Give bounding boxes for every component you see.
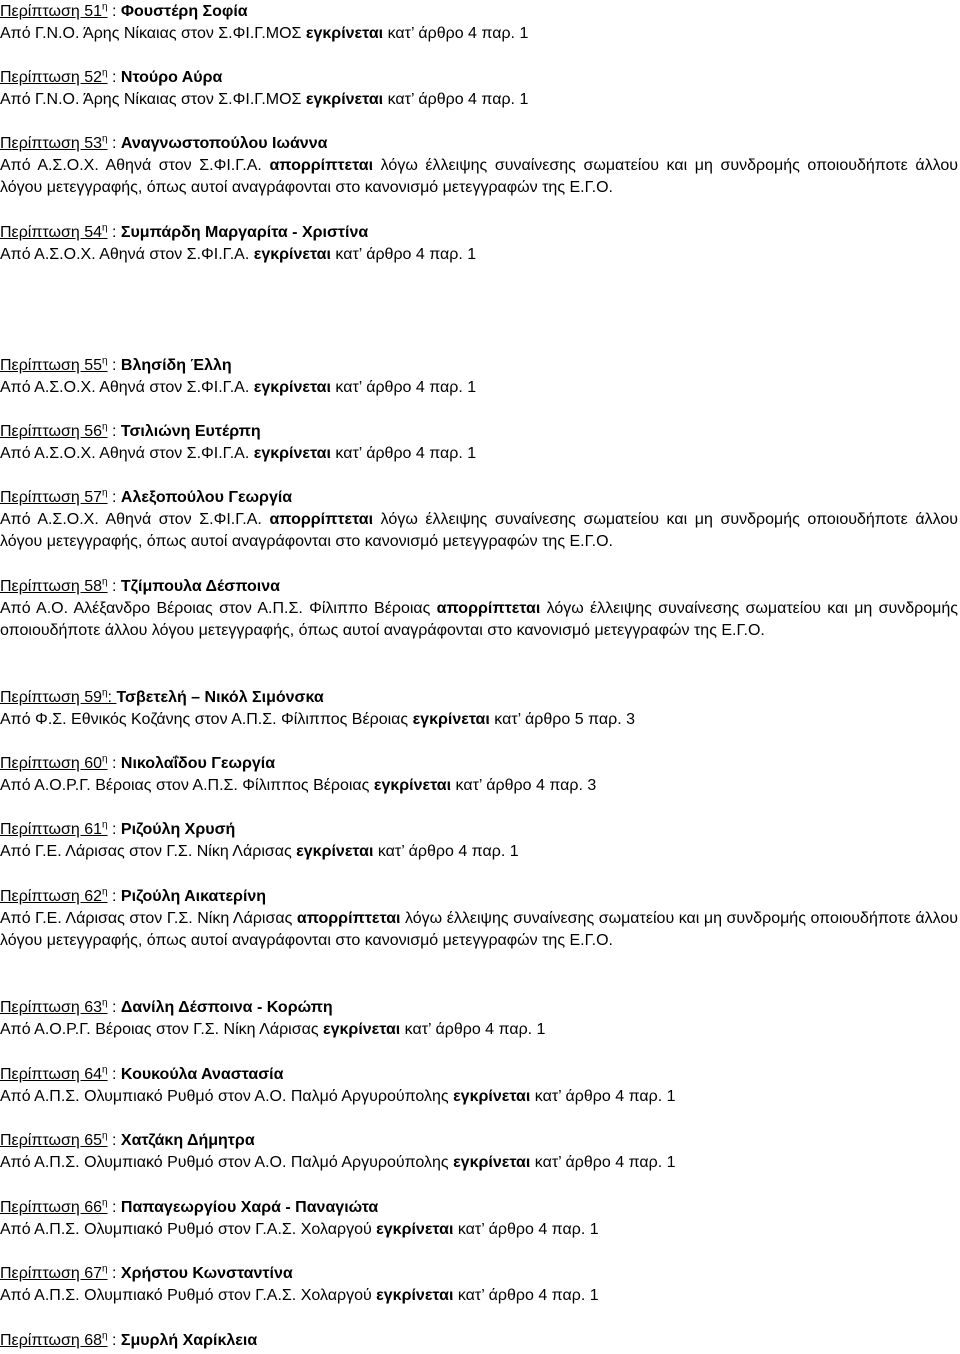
case-heading: Περίπτωση $62^\eta$ : Ριζούλη Αικατερίνη	[0, 886, 267, 905]
case-label: Περίπτωση $65^\eta$	[0, 1130, 108, 1149]
athlete-name: Ντούρο Αύρα	[120, 69, 223, 86]
athlete-name: Τσβετελή – Νικόλ Σιμόνσκα	[116, 689, 324, 706]
case-label: Περίπτωση $68^\eta$	[0, 1330, 108, 1349]
case-decision-text: Από Φ.Σ. Εθνικός Κοζάνης στον Α.Π.Σ. Φίλιππος Βέροιας εγκρίνεται κατ’ άρθρο 5 παρ. 3	[0, 711, 636, 728]
case-heading: Περίπτωση $57^\eta$ : Αλεξοπούλου Γεωργία	[0, 487, 293, 506]
athlete-name: Φουστέρη Σοφία	[120, 3, 248, 20]
case-label: Περίπτωση $62^\eta$	[0, 886, 108, 905]
case-60	[0, 753, 958, 797]
case-54	[0, 222, 958, 266]
case-decision-text: Από Γ.Ν.Ο. Άρης Νίκαιας στον Σ.ΦΙ.Γ.ΜΟΣ εγκρίνεται κατ’ άρθρο 4 παρ. 1	[0, 91, 529, 108]
case-heading: Περίπτωση $56^\eta$ : Τσιλιώνη Ευτέρπη	[0, 421, 261, 440]
case-68	[0, 1330, 958, 1352]
case-57	[0, 487, 958, 553]
case-decision-text: Από Α.Π.Σ. Ολυμπιακό Ρυθμό στον Α.Ο. Παλμό Αργυρούπολης εγκρίνεται κατ’ άρθρο 4 παρ. 1	[0, 1154, 676, 1171]
case-label: Περίπτωση $52^\eta$	[0, 67, 108, 86]
decision-word: εγκρίνεται	[412, 711, 490, 728]
case-67	[0, 1263, 958, 1307]
case-55	[0, 355, 958, 399]
case-label: Περίπτωση $66^\eta$	[0, 1197, 108, 1216]
case-62	[0, 886, 958, 952]
athlete-name: Νικολαΐδου Γεωργία	[120, 755, 276, 772]
athlete-name: Χρήστου Κωνσταντίνα	[120, 1265, 293, 1282]
case-heading: Περίπτωση $52^\eta$ : Ντούρο Αύρα	[0, 67, 223, 86]
case-decision-text: Από Α.Σ.Ο.Χ. Αθηνά στον Σ.ΦΙ.Γ.Α. απορρίπτεται λόγω έλλειψης συναίνεσης σωματείου και μη συνδρομής οποιουδήποτε άλλου λόγου μετεγγραφής, όπως αυτοί αναγράφονται στο κανονισμό μετεγγραφών της Ε.Γ.Ο.	[0, 157, 958, 196]
athlete-name: Κουκούλα Αναστασία	[120, 1066, 284, 1083]
case-label: Περίπτωση $61^\eta$	[0, 819, 108, 838]
athlete-name: Χατζάκη Δήμητρα	[120, 1132, 255, 1149]
case-53	[0, 133, 958, 199]
case-label: Περίπτωση $67^\eta$	[0, 1263, 108, 1282]
case-heading: Περίπτωση $51^\eta$ : Φουστέρη Σοφία	[0, 1, 248, 20]
case-label: Περίπτωση $55^\eta$	[0, 355, 108, 374]
case-decision-text: Από Α.Π.Σ. Ολυμπιακό Ρυθμό στον Γ.Α.Σ. Χολαργού εγκρίνεται κατ’ άρθρο 4 παρ. 1	[0, 1221, 599, 1238]
decision-word: εγκρίνεται	[376, 1287, 454, 1304]
decision-word: απορρίπτεται	[296, 910, 401, 927]
decision-word: εγκρίνεται	[323, 1021, 401, 1038]
case-decision-text: Από Α.Σ.Ο.Χ. Αθηνά στον Σ.ΦΙ.Γ.Α. εγκρίνεται κατ’ άρθρο 4 παρ. 1	[0, 246, 477, 263]
case-58	[0, 576, 958, 642]
decision-word: απορρίπτεται	[436, 600, 541, 617]
case-decision-text: Από Α.Σ.Ο.Χ. Αθηνά στον Σ.ΦΙ.Γ.Α. εγκρίνεται κατ’ άρθρο 4 παρ. 1	[0, 445, 477, 462]
case-label: Περίπτωση $51^\eta$	[0, 1, 108, 20]
case-heading: Περίπτωση $67^\eta$ : Χρήστου Κωνσταντίνα	[0, 1263, 293, 1282]
case-heading: Περίπτωση $54^\eta$ : Συμπάρδη Μαργαρίτα - Χριστίνα	[0, 222, 369, 241]
decision-word: εγκρίνεται	[453, 1154, 531, 1171]
athlete-name: Συμπάρδη Μαργαρίτα - Χριστίνα	[120, 224, 369, 241]
case-heading: Περίπτωση $64^\eta$ : Κουκούλα Αναστασία	[0, 1064, 284, 1083]
case-label: Περίπτωση $60^\eta$	[0, 753, 108, 772]
case-label: Περίπτωση $53^\eta$	[0, 133, 108, 152]
case-decision-text: Από Γ.Ε. Λάρισας στον Γ.Σ. Νίκη Λάρισας εγκρίνεται κατ’ άρθρο 4 παρ. 1	[0, 843, 519, 860]
athlete-name: Παπαγεωργίου Χαρά - Παναγιώτα	[120, 1199, 379, 1216]
case-56	[0, 421, 958, 465]
case-63	[0, 997, 958, 1041]
case-label: Περίπτωση $58^\eta$	[0, 576, 108, 595]
case-heading: Περίπτωση $66^\eta$ : Παπαγεωργίου Χαρά - Παναγιώτα	[0, 1197, 379, 1216]
decision-word: εγκρίνεται	[305, 25, 384, 42]
decision-word: εγκρίνεται	[305, 91, 384, 108]
decision-word: εγκρίνεται	[253, 246, 331, 263]
case-label: Περίπτωση $56^\eta$	[0, 421, 108, 440]
decision-word: εγκρίνεται	[373, 777, 452, 794]
decision-word: εγκρίνεται	[453, 1088, 531, 1105]
decision-word: απορρίπτεται	[269, 157, 374, 174]
case-decision-text: Από Α.Π.Σ. Ολυμπιακό Ρυθμό στον Α.Ο. Παλμό Αργυρούπολης εγκρίνεται κατ’ άρθρο 4 παρ. 1	[0, 1088, 676, 1105]
case-decision-text: Από Α.Ο.Ρ.Γ. Βέροιας στον Α.Π.Σ. Φίλιππος Βέροιας εγκρίνεται κατ’ άρθρο 4 παρ. 3	[0, 777, 597, 794]
case-heading	[0, 687, 958, 709]
decision-word: απορρίπτεται	[269, 511, 374, 528]
case-heading: Περίπτωση $65^\eta$ : Χατζάκη Δήμητρα	[0, 1130, 255, 1149]
case-heading: Περίπτωση $68^\eta$ : Σμυρλή Χαρίκλεια	[0, 1330, 258, 1349]
case-heading: Περίπτωση $58^\eta$ : Τζίμπουλα Δέσποινα	[0, 576, 280, 595]
case-label: Περίπτωση $64^\eta$	[0, 1064, 108, 1083]
case-61	[0, 819, 958, 863]
case-heading: Περίπτωση $60^\eta$ : Νικολαΐδου Γεωργία	[0, 753, 276, 772]
athlete-name: Αλεξοπούλου Γεωργία	[120, 489, 293, 506]
athlete-name: Τσιλιώνη Ευτέρπη	[120, 423, 261, 440]
case-decision-text: Από Α.Σ.Ο.Χ. Αθηνά στον Σ.ΦΙ.Γ.Α. εγκρίνεται κατ’ άρθρο 4 παρ. 1	[0, 379, 477, 396]
case-heading: Περίπτωση $53^\eta$ : Αναγνωστοπούλου Ιωάννα	[0, 133, 328, 152]
athlete-name: Ριζούλη Χρυσή	[120, 821, 236, 838]
athlete-name: Βλησίδη Έλλη	[120, 357, 232, 374]
case-label: Περίπτωση $57^\eta$	[0, 487, 108, 506]
case-66	[0, 1197, 958, 1241]
case-heading: Περίπτωση $63^\eta$ : Δανίλη Δέσποινα - Κορώπη	[0, 997, 333, 1016]
decision-word: εγκρίνεται	[296, 843, 374, 860]
case-heading: Περίπτωση $55^\eta$ : Βλησίδη Έλλη	[0, 355, 232, 374]
case-decision-text: Από Α.Ο. Αλέξανδρο Βέροιας στον Α.Π.Σ. Φίλιππο Βέροιας απορρίπτεται λόγω έλλειψης συναίνεσης σωματείου και μη συνδρομής οποιουδήποτε άλλου λόγου μετεγγραφής, όπως αυτοί αναγράφονται στο κανονισμό μετεγγραφών της Ε.Γ.Ο.	[0, 600, 958, 639]
case-52	[0, 67, 958, 111]
decision-word: εγκρίνεται	[253, 379, 331, 396]
case-decision-text: Από Γ.Ε. Λάρισας στον Γ.Σ. Νίκη Λάρισας απορρίπτεται λόγω έλλειψης συναίνεσης σωματείου και μη συνδρομής οποιουδήποτε άλλου λόγου μετεγγραφής, όπως αυτοί αναγράφονται στο κανονισμό μετεγγραφών της Ε.Γ.Ο.	[0, 910, 958, 949]
athlete-name: Αναγνωστοπούλου Ιωάννα	[120, 135, 328, 152]
athlete-name: Σμυρλή Χαρίκλεια	[120, 1332, 258, 1349]
case-label: Περίπτωση $54^\eta$	[0, 222, 108, 241]
case-decision-text: Από Α.Σ.Ο.Χ. Αθηνά στον Σ.ΦΙ.Γ.Α. απορρίπτεται λόγω έλλειψης συναίνεσης σωματείου και μη συνδρομής οποιουδήποτε άλλου λόγου μετεγγραφής, όπως αυτοί αναγράφονται στο κανονισμό μετεγγραφών της Ε.Γ.Ο.	[0, 511, 958, 550]
case-label: Περίπτωση $63^\eta$	[0, 997, 108, 1016]
athlete-name: Τζίμπουλα Δέσποινα	[120, 578, 280, 595]
case-heading: Περίπτωση $61^\eta$ : Ριζούλη Χρυσή	[0, 819, 236, 838]
decision-word: εγκρίνεται	[253, 445, 331, 462]
case-65	[0, 1130, 958, 1174]
case-51	[0, 1, 958, 45]
case-59	[0, 687, 958, 731]
case-decision-text: Από Α.Π.Σ. Ολυμπιακό Ρυθμό στον Γ.Α.Σ. Χολαργού εγκρίνεται κατ’ άρθρο 4 παρ. 1	[0, 1287, 599, 1304]
athlete-name: Δανίλη Δέσποινα - Κορώπη	[120, 999, 333, 1016]
case-label: Περίπτωση $59^\eta$:	[0, 687, 117, 706]
case-64	[0, 1064, 958, 1108]
decision-word: εγκρίνεται	[376, 1221, 454, 1238]
case-decision-text: Από Γ.Ν.Ο. Άρης Νίκαιας στον Σ.ΦΙ.Γ.ΜΟΣ εγκρίνεται κατ’ άρθρο 4 παρ. 1	[0, 25, 529, 42]
case-decision-text: Από Α.Ο.Ρ.Γ. Βέροιας στον Γ.Σ. Νίκη Λάρισας εγκρίνεται κατ’ άρθρο 4 παρ. 1	[0, 1021, 546, 1038]
athlete-name: Ριζούλη Αικατερίνη	[120, 888, 267, 905]
